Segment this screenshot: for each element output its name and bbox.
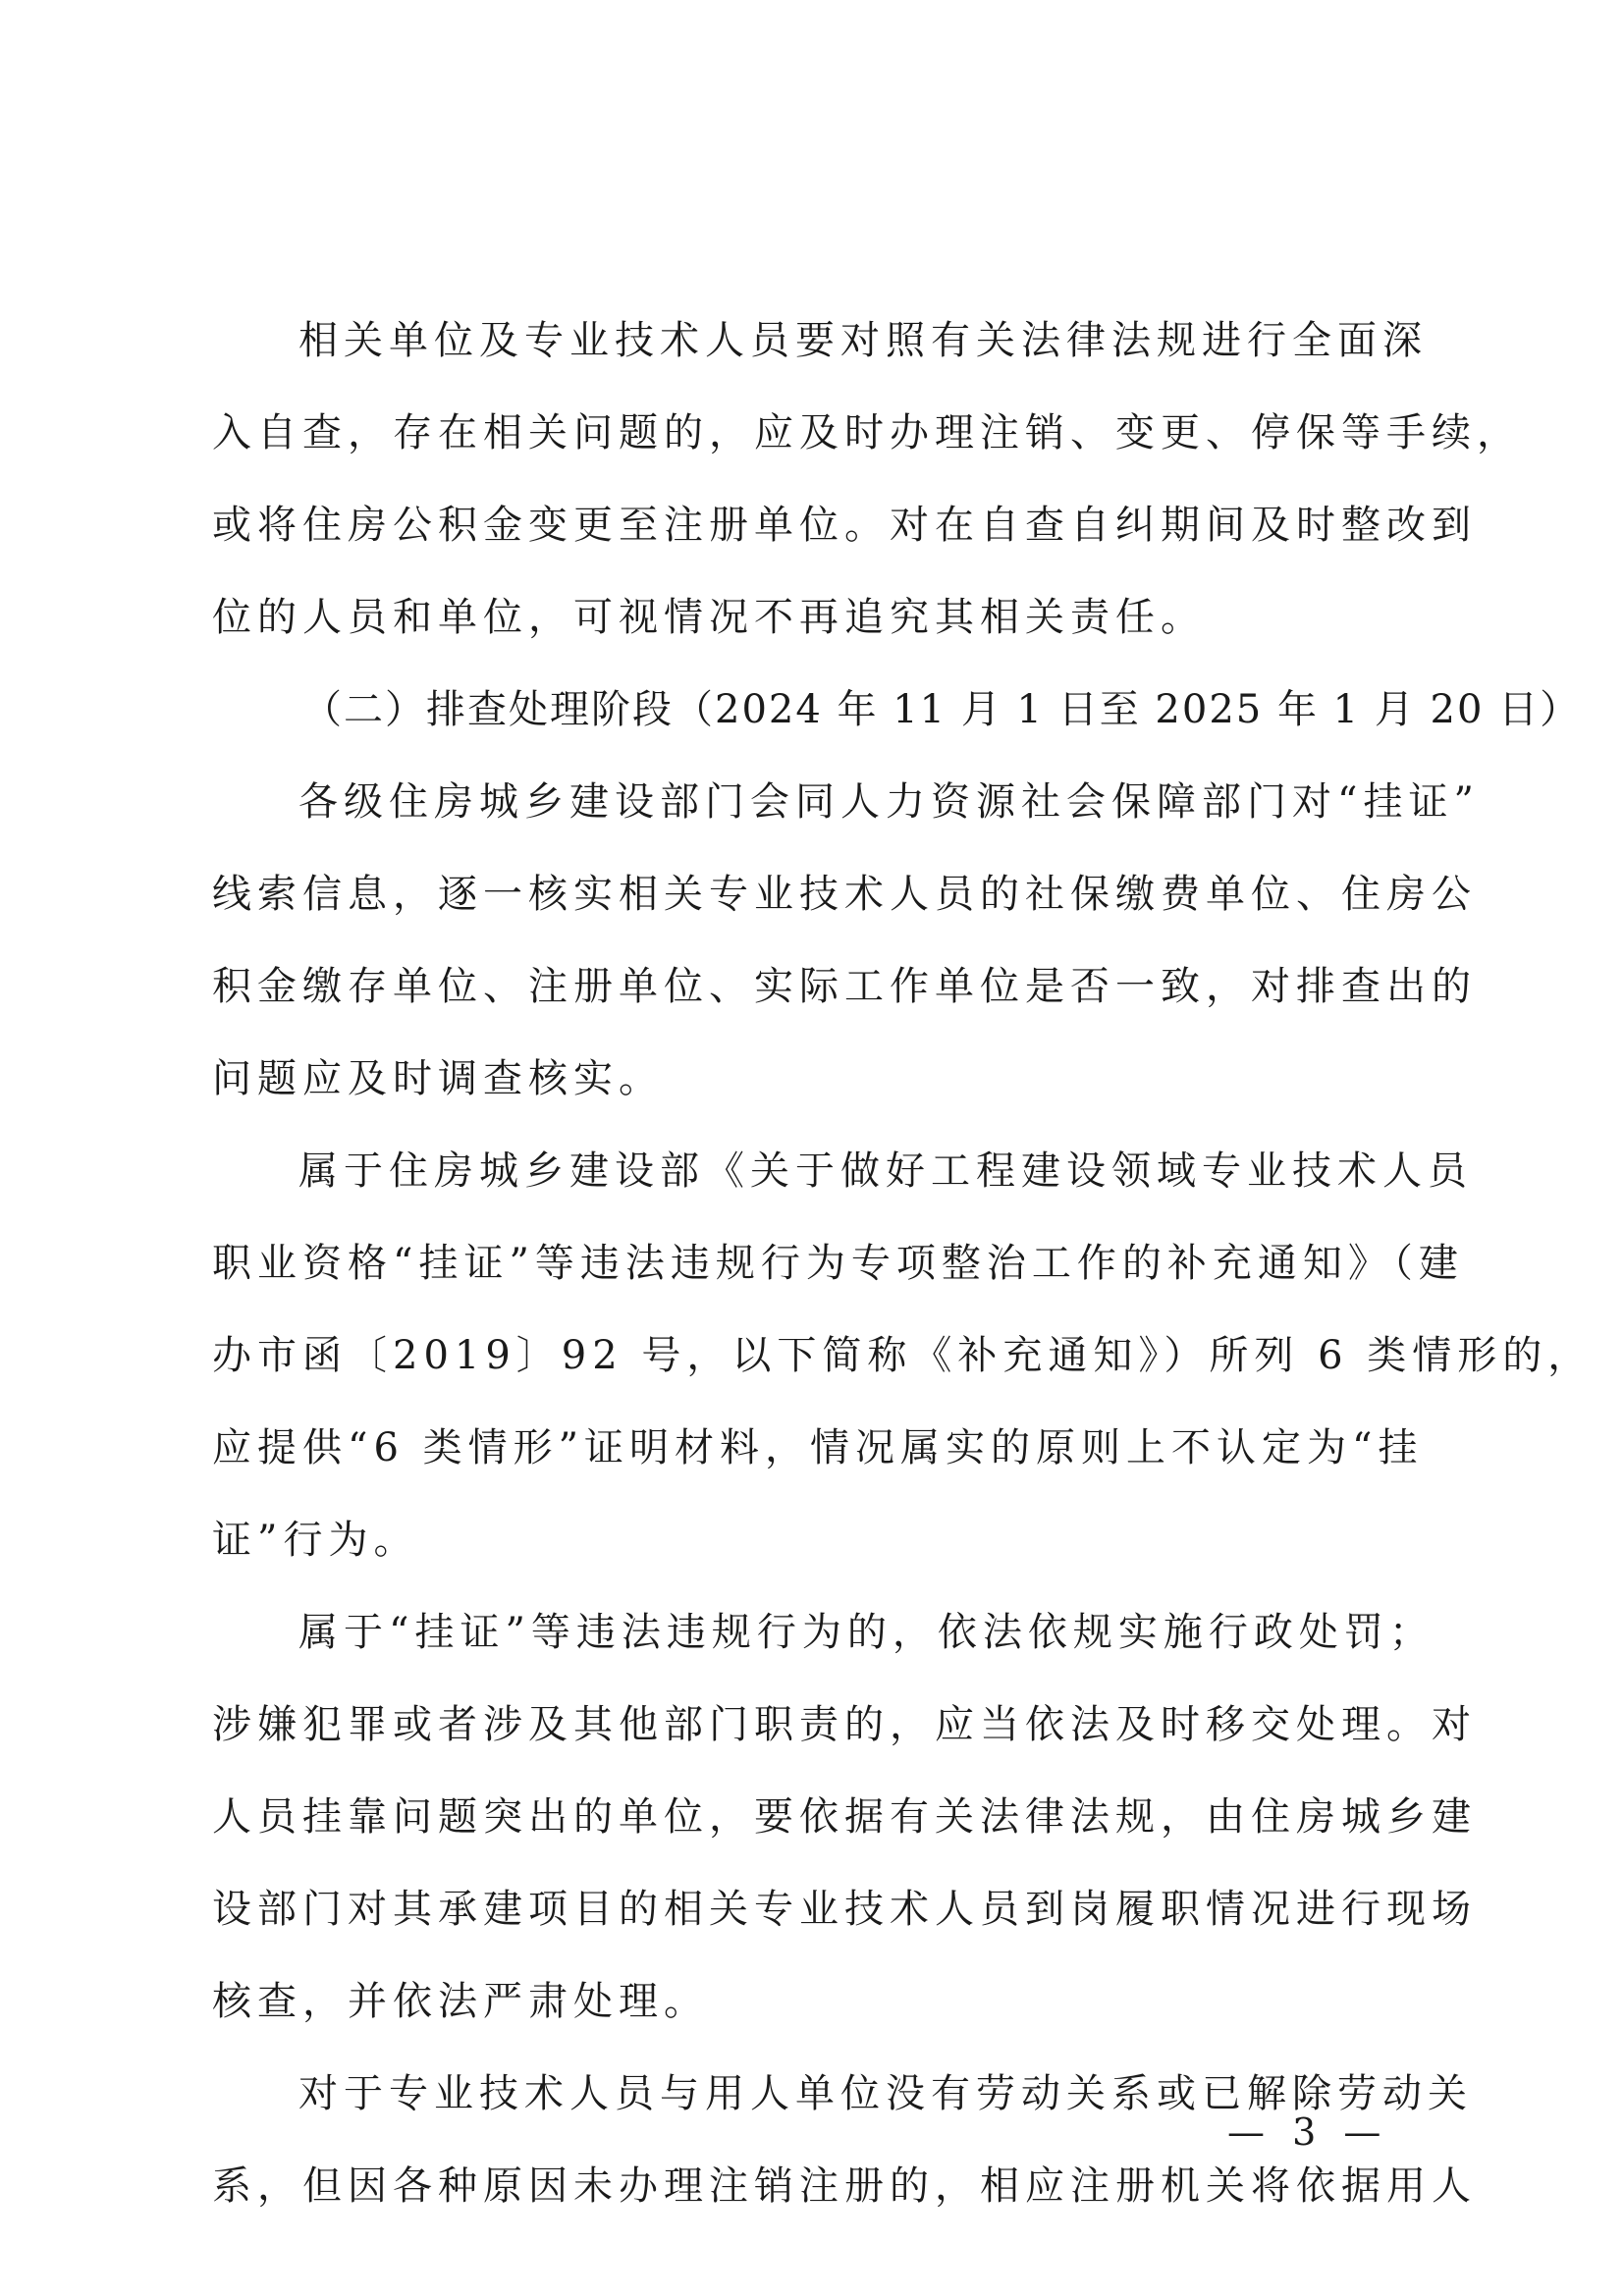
text-line: 人员挂靠问题突出的单位，要依据有关法律法规，由住房城乡建 [212,1794,1477,1840]
text-line: 办市函〔2019〕92 号，以下简称《补充通知》）所列 6 类情形的， [212,1333,1594,1378]
text-line: 对于专业技术人员与用人单位没有劳动关系或已解除劳动关 [298,2071,1473,2116]
text-line: 相关单位及专业技术人员要对照有关法律法规进行全面深 [298,318,1428,363]
text-line: 或将住房公积金变更至注册单位。对在自查自纠期间及时整改到 [212,503,1477,548]
text-line: 系，但因各种原因未办理注销注册的，相应注册机关将依据用人 [212,2163,1477,2209]
text-line: 入自查，存在相关问题的，应及时办理注销、变更、停保等手续， [212,410,1522,455]
text-line: 属于“挂证”等违法违规行为的，依法依规实施行政处罚； [298,1610,1435,1655]
text-line: 设部门对其承建项目的相关专业技术人员到岗履职情况进行现场 [212,1887,1477,1932]
text-line: 核查，并依法严肃处理。 [212,1979,709,2024]
section-heading: （二）排查处理阶段（2024 年 11 月 1 日至 2025 年 1 月 20 日） [302,687,1582,732]
paragraph-self-check [212,294,1522,664]
text-line: 问题应及时调查核实。 [212,1056,664,1101]
page-number: — 3 — [1227,2110,1389,2154]
text-line: 涉嫌犯罪或者涉及其他部门职责的，应当依法及时移交处理。对 [212,1702,1477,1747]
paragraph-verification [212,756,1480,1125]
paragraph-six-situations [212,1125,1594,1586]
text-line: 应提供“6 类情形”证明材料，情况属实的原则上不认定为“挂 [212,1425,1424,1470]
document-body [212,294,1594,2232]
text-line: 积金缴存单位、注册单位、实际工作单位是否一致，对排查出的 [212,964,1477,1009]
text-line: 各级住房城乡建设部门会同人力资源社会保障部门对“挂证” [298,779,1480,825]
paragraph-penalties [212,1586,1477,2048]
text-line: 属于住房城乡建设部《关于做好工程建设领域专业技术人员 [298,1148,1473,1194]
section-heading-investigation-stage [212,664,1582,756]
text-line: 线索信息，逐一核实相关专业技术人员的社保缴费单位、住房公 [212,872,1477,917]
text-line: 职业资格“挂证”等违法违规行为专项整治工作的补充通知》（建 [212,1241,1464,1286]
text-line: 位的人员和单位，可视情况不再追究其相关责任。 [212,595,1206,640]
text-line: 证”行为。 [212,1518,419,1563]
